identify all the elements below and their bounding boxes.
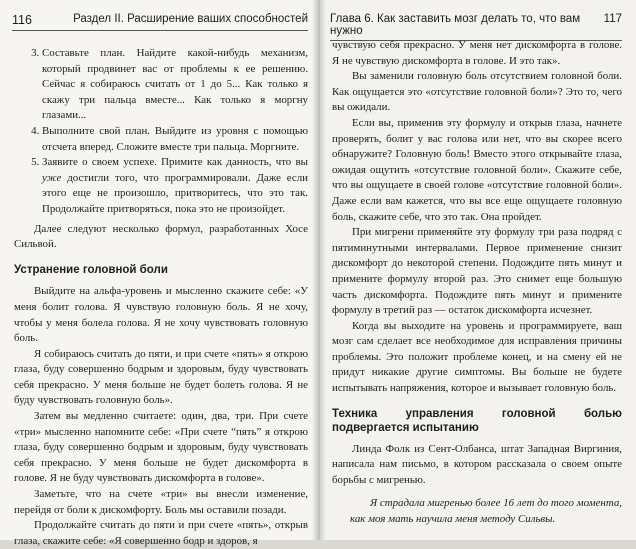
paragraph: Затем вы медленно считаете: один, два, три. При счете «три» мысленно напомните себе: «При счете “пять” я открою глаза, буду совершенно бодрым и здоровым, буду чувствовать себя прекрасно. У меня больше не будет дискомфорта в голове. Я не буду чувствовать дискомфорта в голове». <box>14 410 308 485</box>
left-running-head-title: Раздел II. Расширение ваших способностей <box>73 13 308 25</box>
intro-paragraph: Далее следуют несколько формул, разработанных Хосе Сильвой. <box>14 222 308 251</box>
numbered-list <box>14 46 308 218</box>
right-running-head <box>330 13 622 41</box>
left-running-head <box>12 13 308 31</box>
paragraph: Если вы, применив эту формулу и открыв глаза, начнете проверять, болит у вас голова или нет, что вы скорее всего обнаружите? Головную боль! Вместо этого открывайте глаза, ожидая ощутить «отсутствие головной боли». Скажите себе, что вы ощущаете в своей голове «отсутствие головной боли». Даже если вам кажется, что вы все еще ощущаете головную боль, скажите себе, что это так. Она пройдет. <box>332 116 622 223</box>
paragraph: Линда Фолк из Сент-Олбанса, штат Западная Виргиния, написала нам письмо, в котором рассказала о своем опыте борьбы с мигренью. <box>332 442 622 486</box>
right-page <box>318 0 636 540</box>
right-page-body <box>332 38 622 528</box>
left-page-number: 116 <box>12 13 32 27</box>
paragraph: Я собираюсь считать до пяти, и при счете «пять» я открою глаза, буду совершенно бодрым и здоровым, буду чувствовать себя прекрасно. У меня больше не будет болеть голова. Я не буду чувствовать головную боль». <box>14 347 308 407</box>
paragraph: чувствую себя прекрасно. У меня нет дискомфорта в голове. Я не чувствую дискомфорта в голове. И это так». <box>332 39 622 67</box>
section-heading: Техника управления головной болью подвергается испытанию <box>332 407 622 435</box>
paragraph: Выйдите на альфа-уровень и мысленно скажите себе: «У меня болит голова. Я чувствую головную боль. Я не хочу, чтобы у меня болела голова. Я не хочу чувствовать головную боль. <box>14 285 308 345</box>
list-item: 4. Выполните свой план. Выйдите из уровня с помощью отсчета вперед. Сложите вместе три пальца. Моргните. <box>42 124 308 155</box>
quote: Я страдала мигренью более 16 лет до того момента, как моя мать научила меня методу Сильвы. <box>350 497 622 526</box>
paragraph: Продолжайте считать до пяти и при счете «пять», открыв глаза, скажите себе: «Я совершенно бодр и здоров, я <box>14 519 308 547</box>
paragraph: Заметьте, что на счете «три» вы внесли изменение, перейдя от боли к дискомфорту. Боль мы оставили позади. <box>14 488 308 516</box>
left-page <box>0 0 318 547</box>
emphasis: уже <box>42 171 62 184</box>
paragraph: При мигрени применяйте эту формулу три раза подряд с пятиминутными интервалами. Первое применение снизит дискомфорт до некоторой степени. Подождите пять минут и примените формулу второй раз. Это снимет еще большую часть дискомфорта. Подождите пять минут и примените формулу в третий раз — остаток дискомфорта исчезнет. <box>332 226 622 317</box>
paragraph: Когда вы выходите на уровень и программируете, ваш мозг сам сделает все необходимое для исправления причины проблемы. Это положит проблеме конец, и на смену ей не придут никакие другие симптомы. Вы больше не будете испытывать напряжения, которое и вызывает головную боль. <box>332 319 622 395</box>
list-item: 3. Составьте план. Найдите какой-нибудь механизм, который продвинет вас от проблемы к ее решению. Сейчас я собираюсь считать от 1 до 5... Как только я скажу три пальца вместе... Как только я моргну глазами... <box>42 46 308 124</box>
left-page-body <box>14 46 308 549</box>
paragraph: Вы заменили головную боль отсутствием головной боли. Как ощущается это «отсутствие головной боли»? Это то, чего вы ожидали. <box>332 70 622 114</box>
right-running-head-title: Глава 6. Как заставить мозг делать то, что вам нужно <box>330 13 581 37</box>
section-heading: Устранение головной боли <box>14 263 168 276</box>
list-item: 5. Заявите о своем успехе. Примите как данность, что вы уже достигли того, что программировали. Даже если этого еще не произошло, притворитесь, что это так. Продолжайте притворяться, пока это не произойдет. <box>42 155 308 217</box>
right-page-number: 117 <box>603 13 622 25</box>
book-spine-shadow <box>312 0 326 540</box>
